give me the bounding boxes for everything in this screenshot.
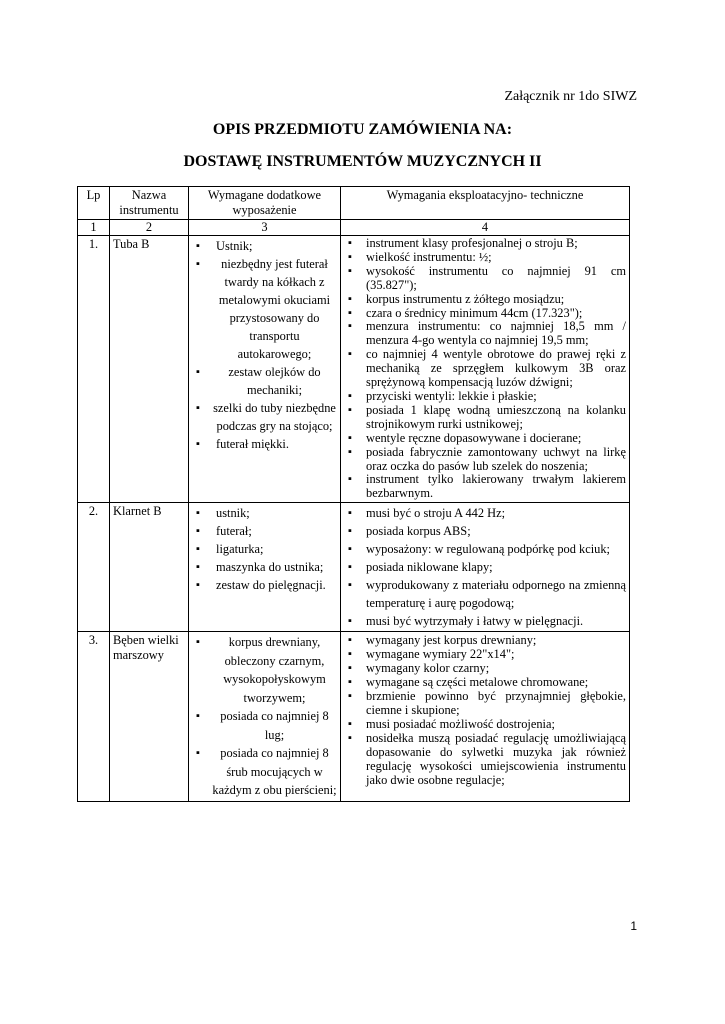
list-item: ▪ ustnik; bbox=[192, 504, 337, 522]
list-item: ▪ posiada niklowane klapy; bbox=[344, 558, 626, 576]
instrument-name: Tuba B bbox=[110, 236, 189, 503]
list-item: ▪ niezbędny jest futerał twardy na kółkach z metalowymi okuciami przystosowany do transportu autokarowego; bbox=[192, 255, 337, 363]
header-requirements: Wymagania eksploatacyjno- techniczne bbox=[341, 187, 630, 220]
list-item: ▪ instrument klasy profesjonalnej o stroju B; bbox=[344, 237, 626, 251]
list-item: ▪ posiada co najmniej 8 śrub mocujących w każdym z obu pierścieni; bbox=[192, 744, 337, 800]
list-item: ▪ musi być wytrzymały i łatwy w pielęgnacji. bbox=[344, 612, 626, 630]
list-item: ▪ Ustnik; bbox=[192, 237, 337, 255]
instrument-name: Klarnet B bbox=[110, 503, 189, 632]
list-item: ▪ futerał; bbox=[192, 522, 337, 540]
row-lp: 3. bbox=[78, 632, 110, 802]
list-item: ▪ posiada fabrycznie zamontowany uchwyt na lirkę oraz oczka do pasów lub szelek do noszenia; bbox=[344, 446, 626, 474]
list-item: ▪ korpus drewniany, obleczony czarnym, wysokopołyskowym tworzywem; bbox=[192, 633, 337, 707]
list-item: ▪ menzura instrumentu: co najmniej 18,5 mm / menzura 4-go wentyla co najmniej 19,5 mm; bbox=[344, 320, 626, 348]
table-header-row bbox=[78, 187, 630, 220]
requirements-list bbox=[344, 237, 626, 501]
list-item: ▪ korpus instrumentu z żółtego mosiądzu; bbox=[344, 293, 626, 307]
list-item: ▪ instrument tylko lakierowany trwałym lakierem bezbarwnym. bbox=[344, 473, 626, 501]
list-item: ▪ wentyle ręczne dopasowywane i docierane; bbox=[344, 432, 626, 446]
list-item: ▪ ligaturka; bbox=[192, 540, 337, 558]
annex-label: Załącznik nr 1do SIWZ bbox=[504, 89, 637, 104]
list-item: ▪ zestaw olejków do mechaniki; bbox=[192, 363, 337, 399]
equipment-list bbox=[192, 237, 337, 453]
list-item: ▪ wymagane są części metalowe chromowane; bbox=[344, 675, 626, 689]
list-item: ▪ musi być o stroju A 442 Hz; bbox=[344, 504, 626, 522]
table-row bbox=[78, 632, 630, 802]
list-item: ▪ wymagany kolor czarny; bbox=[344, 661, 626, 675]
column-number: 4 bbox=[341, 220, 630, 236]
table-row bbox=[78, 236, 630, 503]
list-item: ▪ wysokość instrumentu co najmniej 91 cm (35.827"); bbox=[344, 265, 626, 293]
list-item: ▪ brzmienie powinno być przynajmniej głębokie, ciemne i skupione; bbox=[344, 689, 626, 717]
column-number-row bbox=[78, 220, 630, 236]
equipment-list bbox=[192, 504, 337, 594]
equipment-cell bbox=[189, 632, 341, 802]
list-item: ▪ szelki do tuby niezbędne podczas gry na stojąco; bbox=[192, 399, 337, 435]
requirements-list bbox=[344, 633, 626, 787]
equipment-cell bbox=[189, 236, 341, 503]
list-item: ▪ wymagane wymiary 22"x14"; bbox=[344, 647, 626, 661]
list-item: ▪ wielkość instrumentu: ½; bbox=[344, 251, 626, 265]
list-item: ▪ posiada co najmniej 8 lug; bbox=[192, 707, 337, 744]
header-lp: Lp bbox=[78, 187, 110, 220]
list-item: ▪ wyposażony: w regulowaną podpórkę pod kciuk; bbox=[344, 540, 626, 558]
list-item: ▪ zestaw do pielęgnacji. bbox=[192, 576, 337, 594]
instrument-name: Bęben wielki marszowy bbox=[110, 632, 189, 802]
column-number: 3 bbox=[189, 220, 341, 236]
column-number: 2 bbox=[110, 220, 189, 236]
list-item: ▪ czara o średnicy minimum 44cm (17.323"); bbox=[344, 307, 626, 321]
list-item: ▪ posiada korpus ABS; bbox=[344, 522, 626, 540]
requirements-cell bbox=[341, 632, 630, 802]
requirements-cell bbox=[341, 236, 630, 503]
row-lp: 2. bbox=[78, 503, 110, 632]
list-item: ▪ wyprodukowany z materiału odpornego na zmienną temperaturę i aurę pogodową; bbox=[344, 576, 626, 612]
column-number: 1 bbox=[78, 220, 110, 236]
page-number: 1 bbox=[630, 919, 637, 933]
equipment-cell bbox=[189, 503, 341, 632]
header-equipment: Wymagane dodatkowe wyposażenie bbox=[189, 187, 341, 220]
list-item: ▪ co najmniej 4 wentyle obrotowe do prawej ręki z mechaniką ze sprzęgłem kulkowym 3B oraz sprężynową kompensacją luzów dźwigni; bbox=[344, 348, 626, 390]
requirements-cell bbox=[341, 503, 630, 632]
requirements-list bbox=[344, 504, 626, 630]
document-title: OPIS PRZEDMIOTU ZAMÓWIENIA NA: bbox=[212, 121, 513, 138]
list-item: ▪ przyciski wentyli: lekkie i płaskie; bbox=[344, 390, 626, 404]
list-item: ▪ musi posiadać możliwość dostrojenia; bbox=[344, 717, 626, 731]
list-item: ▪ futerał miękki. bbox=[192, 435, 337, 453]
equipment-list bbox=[192, 633, 337, 800]
list-item: ▪ maszynka do ustnika; bbox=[192, 558, 337, 576]
list-item: ▪ wymagany jest korpus drewniany; bbox=[344, 633, 626, 647]
list-item: ▪ nosidełka muszą posiadać regulację umożliwiającą dopasowanie do sylwetki muzyka jak również regulację wysokości umiejscowienia instrumentu jako dwie osobne regulacje; bbox=[344, 731, 626, 787]
document-subtitle: DOSTAWĘ INSTRUMENTÓW MUZYCZNYCH II bbox=[183, 153, 542, 170]
table-row bbox=[78, 503, 630, 632]
requirements-table bbox=[77, 186, 630, 802]
header-name: Nazwa instrumentu bbox=[110, 187, 189, 220]
list-item: ▪ posiada 1 klapę wodną umieszczoną na kolanku strojnikowym rurki ustnikowej; bbox=[344, 404, 626, 432]
row-lp: 1. bbox=[78, 236, 110, 503]
